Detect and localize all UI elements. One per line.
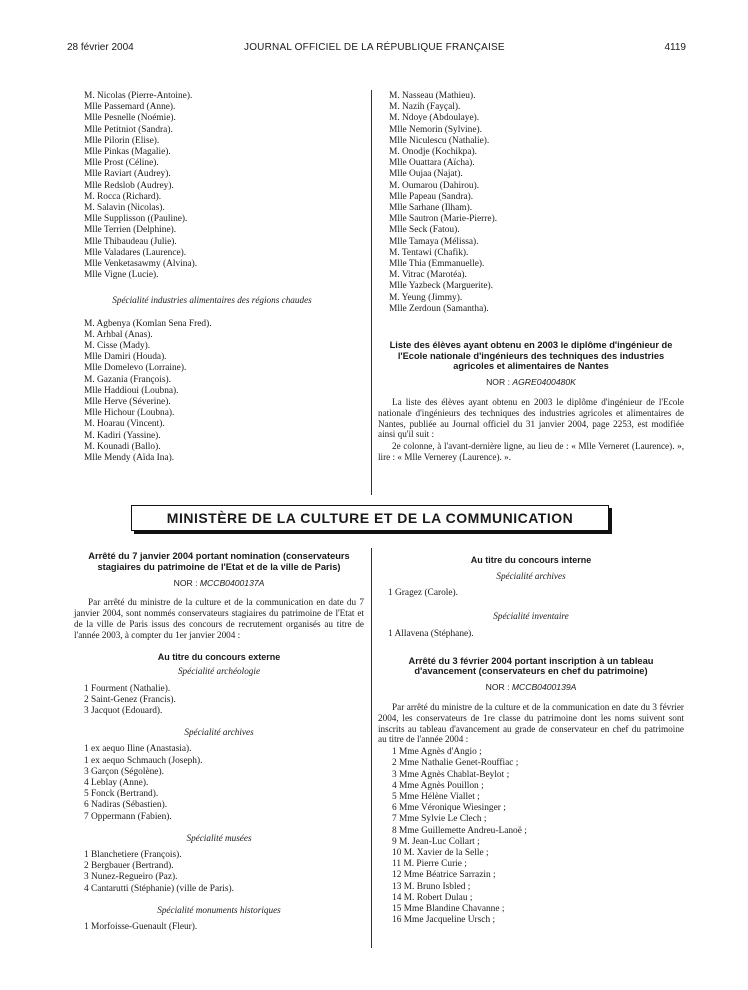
list-item: M. Gazania (François). bbox=[84, 374, 171, 385]
list-item: 2 Saint-Genez (Francis). bbox=[84, 694, 176, 705]
list-item: Mlle Seck (Fatou). bbox=[389, 225, 460, 236]
list-item: Mlle Prost (Céline). bbox=[84, 158, 159, 169]
list-item: Mlle Sautron (Marie-Pierre). bbox=[389, 214, 498, 225]
list-item: Mlle Damiri (Houda). bbox=[84, 352, 167, 363]
notice-title: Liste des élèves ayant obtenu en 2003 le diplôme d'ingénieur de l'Ecole nationale d'ingénieurs des techniques des industries agricoles et alimentaires de Nantes bbox=[389, 340, 673, 372]
list-item: 3 Jacquot (Edouard). bbox=[84, 705, 163, 716]
decree-paragraph: Par arrêté du ministre de la culture et de la communication en date du 3 février 2004, les conservateurs de 1re classe du patrimoine dont les noms suivent sont inscrits au tableau d'avancement au grade de conservateur en chef du patrimoine au titre de l'année 2004 : bbox=[378, 702, 684, 745]
list-item: Mlle Pilorin (Elise). bbox=[84, 135, 160, 146]
appointments bbox=[378, 571, 684, 640]
ranked-list bbox=[378, 629, 684, 640]
nor-code: MCCB0400137A bbox=[199, 578, 265, 589]
list-item: 1 ex aequo Schmauch (Joseph). bbox=[84, 755, 203, 766]
list-item: Mlle Raviart (Audrey). bbox=[84, 169, 171, 180]
list-item: M. Hoarau (Vincent). bbox=[84, 419, 165, 430]
decree-paragraph: Par arrêté du ministre de la culture et de la communication en date du 7 janvier 2004, sont nommés conservateurs stagiaires du patrimoine de l'Etat et de la ville de Paris issus des concours de recrutement organisés au titre de l'année 2003, à compter du 1er janvier 2004 : bbox=[74, 597, 364, 640]
list-item: Mlle Niculescu (Nathalie). bbox=[389, 135, 490, 146]
speciality-heading: Spécialité archives bbox=[496, 571, 566, 581]
list-item: M. Kadiri (Yassine). bbox=[84, 430, 161, 441]
speciality-heading: Spécialité archéologie bbox=[177, 666, 261, 677]
list-item: 10 M. Xavier de la Selle ; bbox=[392, 848, 489, 859]
list-item: 14 M. Robert Dulau ; bbox=[392, 892, 473, 903]
ministry-title: MINISTÈRE DE LA CULTURE ET DE LA COMMUNICATION bbox=[166, 510, 574, 526]
list-item: Mlle Sarhane (Ilham). bbox=[389, 203, 473, 214]
notice-paragraph: La liste des élèves ayant obtenu en 2003 le diplôme d'ingénieur de l'Ecole nationale d'ingénieurs des techniques des industries agricoles et alimentaires de Nantes, publiée au Journal officiel du 31 janvier 2004, page 2253, est modifiée ainsi qu'il suit : bbox=[378, 397, 684, 440]
nor-label: NOR : bbox=[485, 682, 510, 692]
list-item: 7 Oppermann (Fabien). bbox=[84, 811, 172, 822]
nor-reference bbox=[378, 377, 684, 387]
list-item: M. Oumarou (Dahirou). bbox=[389, 180, 480, 191]
list-item: Mlle Nemorin (Sylvine). bbox=[389, 124, 482, 135]
decree-title: Arrêté du 3 février 2004 portant inscription à un tableau d'avancement (conservateurs en chef du patrimoine) bbox=[408, 655, 654, 677]
list-item: M. Kounadi (Ballo). bbox=[84, 441, 161, 452]
list-item: M. Salavin (Nicolas). bbox=[84, 203, 165, 214]
list-item: Mlle Venketasawmy (Alvina). bbox=[84, 259, 198, 270]
top-right-column bbox=[389, 91, 679, 315]
ranked-list bbox=[74, 850, 364, 895]
header-date: 28 février 2004 bbox=[67, 42, 134, 53]
speciality-heading: Spécialité industries alimentaires des régions chaudes bbox=[112, 295, 312, 306]
list-item: Mlle Valadares (Laurence). bbox=[84, 247, 187, 258]
list-item: Mlle Oujaa (Najat). bbox=[389, 169, 463, 180]
bottom-right-column bbox=[378, 555, 684, 926]
list-item: Mlle Yazbeck (Marguerite). bbox=[389, 281, 493, 292]
decree-title: Arrêté du 7 janvier 2004 portant nomination (conservateurs stagiaires du patrimoine de l'Etat et de la ville de Paris) bbox=[88, 551, 350, 572]
ministry-banner bbox=[131, 505, 609, 531]
list-item: 12 Mme Béatrice Sarrazin ; bbox=[392, 870, 496, 881]
nor-label: NOR : bbox=[173, 578, 198, 589]
list-item: M. Rocca (Richard). bbox=[84, 191, 162, 202]
name-list bbox=[389, 91, 679, 315]
speciality-heading: Spécialité monuments historiques bbox=[157, 904, 281, 915]
list-item: M. Agbenya (Komlan Sena Fred). bbox=[84, 318, 212, 329]
list-item: Mlle Tamaya (Mélissa). bbox=[389, 236, 479, 247]
list-item: M. Vitrac (Marotéa). bbox=[389, 270, 467, 281]
list-item: Mlle Supplisson ((Pauline). bbox=[84, 214, 188, 225]
nor-code: AGRE0400480K bbox=[512, 377, 576, 387]
list-item: 8 Mme Guillemette Andreu-Lanoë ; bbox=[392, 825, 527, 836]
list-item: Mlle Hichour (Loubna). bbox=[84, 408, 175, 419]
list-item: M. Yeung (Jimmy). bbox=[389, 292, 463, 303]
list-item: Mlle Herve (Séverine). bbox=[84, 397, 171, 408]
list-item: Mlle Redslob (Audrey). bbox=[84, 180, 174, 191]
list-item: 13 M. Bruno Isbled ; bbox=[392, 881, 471, 892]
list-item: Mlle Thibaudeau (Julie). bbox=[84, 236, 177, 247]
list-item: 4 Mme Agnès Pouillon ; bbox=[392, 780, 484, 791]
list-item: 4 Leblay (Anne). bbox=[84, 778, 149, 788]
list-item: 1 ex aequo Iline (Anastasia). bbox=[84, 744, 192, 755]
list-item: M. Onodje (Kochikpa). bbox=[389, 147, 478, 158]
list-item: M. Nazih (Fayçal). bbox=[389, 102, 461, 113]
speciality-heading: Spécialité archives bbox=[184, 727, 254, 738]
name-list bbox=[84, 319, 364, 465]
notice-correction: 2e colonne, à l'avant-dernière ligne, au lieu de : « Mlle Verneret (Laurence). », lire : « Mlle Vernerey (Laurence). ». bbox=[378, 441, 684, 462]
nor-label: NOR : bbox=[486, 377, 510, 387]
list-item: Mlle Mendy (Aïda Ina). bbox=[84, 453, 175, 464]
list-item: Mlle Zerdoun (Samantha). bbox=[389, 303, 489, 314]
list-item: 1 Fourment (Nathalie). bbox=[84, 683, 171, 694]
column-divider-bottom bbox=[371, 548, 372, 948]
list-item: 5 Mme Hélène Viallet ; bbox=[392, 792, 480, 802]
list-item: 9 M. Jean-Luc Collart ; bbox=[392, 836, 480, 847]
list-item: 3 Garçon (Ségolène). bbox=[84, 766, 164, 777]
list-item: Mlle Passemard (Anne). bbox=[84, 102, 176, 113]
list-item: Mlle Terrien (Delphine). bbox=[84, 225, 177, 236]
speciality-heading: Spécialité musées bbox=[186, 832, 252, 843]
list-item: Mlle Papeau (Sandra). bbox=[389, 191, 474, 202]
ranked-list bbox=[378, 747, 684, 926]
list-item: 3 Mme Agnès Chablat-Beylot ; bbox=[392, 769, 510, 780]
list-item: M. Nicolas (Pierre-Antoine). bbox=[84, 91, 193, 101]
list-item: Mlle Pesnelle (Noémie). bbox=[84, 113, 176, 124]
list-item: Mlle Thia (Emmanuelle). bbox=[389, 259, 485, 270]
list-item: 11 M. Pierre Curie ; bbox=[392, 859, 467, 870]
list-item: Mlle Domelevo (Lorraine). bbox=[84, 363, 187, 374]
list-item: Mlle Petitniot (Sandra). bbox=[84, 124, 173, 135]
list-item: Mlle Pinkas (Magalie). bbox=[84, 147, 171, 158]
list-item: Mlle Haddioui (Loubna). bbox=[84, 385, 179, 396]
list-item: 1 Gragez (Carole). bbox=[388, 588, 459, 599]
list-item: M. Ndoye (Abdoulaye). bbox=[389, 113, 480, 124]
list-item: 4 Cantarutti (Stéphanie) (ville de Paris). bbox=[84, 883, 234, 894]
list-item: M. Arhbal (Anas). bbox=[84, 329, 153, 340]
list-item: 16 Mme Jacqueline Ursch ; bbox=[392, 915, 496, 926]
concours-heading: Au titre du concours externe bbox=[157, 652, 281, 663]
list-item: 7 Mme Sylvie Le Clech ; bbox=[392, 814, 487, 825]
ranked-list bbox=[74, 684, 364, 718]
list-item: 1 Mme Agnès d'Angio ; bbox=[392, 747, 482, 758]
list-item: 1 Allavena (Stéphane). bbox=[388, 628, 474, 639]
list-item: M. Tentawi (Chafik). bbox=[389, 247, 469, 258]
list-item: M. Cisse (Mady). bbox=[84, 341, 151, 352]
ranked-list bbox=[74, 922, 364, 933]
list-item: 2 Bergbauer (Bertrand). bbox=[84, 861, 174, 872]
bottom-left-column bbox=[74, 551, 364, 933]
page-number: 4119 bbox=[664, 42, 686, 53]
list-item: 1 Blanchetiere (François). bbox=[84, 850, 182, 861]
column-divider-top bbox=[371, 90, 372, 495]
concours-heading: Au titre du concours interne bbox=[470, 555, 592, 565]
nor-reference bbox=[74, 578, 364, 588]
list-item: Mlle Ouattara (Aïcha). bbox=[389, 158, 475, 169]
list-item: Mlle Vigne (Lucie). bbox=[84, 270, 159, 281]
list-item: 1 Morfoisse-Guenault (Fleur). bbox=[84, 922, 198, 933]
name-list bbox=[84, 91, 364, 281]
nor-code: MCCB0400139A bbox=[511, 682, 577, 692]
list-item: 6 Nadiras (Sébastien). bbox=[84, 800, 168, 811]
list-item: 2 Mme Nathalie Genet-Rouffiac ; bbox=[392, 758, 519, 769]
list-item: 6 Mme Véronique Wiesinger ; bbox=[392, 803, 506, 814]
list-item: M. Nasseau (Mathieu). bbox=[389, 91, 476, 101]
ranked-list bbox=[378, 588, 684, 599]
nor-reference bbox=[378, 682, 684, 692]
top-left-column bbox=[84, 91, 364, 464]
speciality-heading: Spécialité inventaire bbox=[493, 611, 569, 622]
ranked-list bbox=[74, 744, 364, 822]
appointments bbox=[74, 666, 364, 933]
journal-title: JOURNAL OFFICIEL DE LA RÉPUBLIQUE FRANÇAISE bbox=[244, 42, 505, 53]
list-item: 3 Nunez-Regueiro (Paz). bbox=[84, 872, 178, 883]
list-item: 5 Fonck (Bertrand). bbox=[84, 789, 159, 800]
list-item: 15 Mme Blandine Chavanne ; bbox=[392, 904, 505, 915]
